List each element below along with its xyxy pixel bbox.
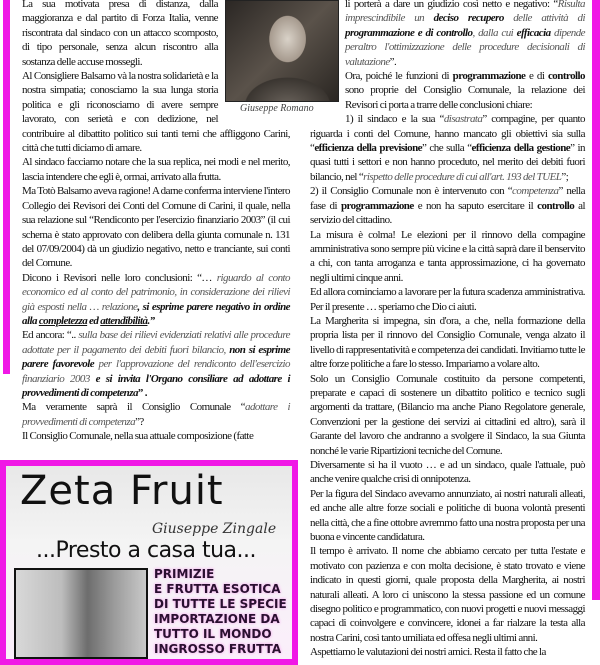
paragraph bbox=[310, 0, 585, 69]
text-run: deciso recupero bbox=[433, 12, 504, 25]
text-run: Diversamente si ha il vuoto … e ad un sindaco, quale l'attuale, può anche venire qualche crisi di onnipotenza. bbox=[310, 459, 585, 486]
paragraph bbox=[310, 285, 585, 314]
text-run: 1) il sindaco e la sua “ bbox=[345, 113, 444, 126]
paragraph bbox=[22, 155, 290, 184]
text-run: competenza bbox=[512, 185, 559, 198]
text-run: Risulta imprescindibile un bbox=[345, 0, 585, 25]
text-run: ” che sulla “ bbox=[422, 142, 472, 155]
text-run: ”? bbox=[135, 415, 144, 428]
paragraph bbox=[310, 112, 585, 184]
ad-line: INGROSSO FRUTTA bbox=[154, 641, 282, 656]
paragraph bbox=[310, 69, 585, 112]
text-run: efficienza della previsione bbox=[314, 142, 423, 155]
text-run: attendibilità bbox=[100, 314, 148, 327]
text-run: efficienza della gestione bbox=[471, 142, 571, 155]
paragraph bbox=[310, 645, 585, 659]
text-run: per l'approvazione del rendiconto dell'esercizio finanziario 2003 bbox=[22, 358, 290, 385]
paragraph bbox=[310, 487, 585, 545]
text-run: programmazione bbox=[452, 70, 526, 83]
ad-line: PRIMIZIE bbox=[154, 566, 215, 581]
ad-shop-photo bbox=[14, 568, 148, 659]
text-run: 2) il Consiglio Comunale non è intervenuto con “ bbox=[310, 185, 513, 198]
paragraph bbox=[310, 372, 585, 458]
text-run: riguardo al conto economico ed al conto del patrimonio, in considerazione dei rilievi già esposti nella … relazione bbox=[22, 271, 290, 313]
text-run: Ora, poiché le funzioni di bbox=[345, 70, 453, 83]
text-run: Ma Totò Balsamo aveva ragione! A darne conferma interviene l'intero Collegio dei Revisori dei Conti del Comune di Carini, il quale, nella sua relazione sul “Rendiconto per l'esercizio finanziario 2003” (il cui schema è stato approvato con delibera della giunta comunale n. 131 del 07/09/2004) dà un giudizio negativo, netto e tranciante, sui conti del Comune. bbox=[22, 185, 290, 270]
paragraph bbox=[22, 184, 290, 270]
text-run: adottare i provvedimenti di competenza bbox=[22, 401, 290, 428]
text-run: ” compagine, per quanto riguarda i conti del Comune, hanno mancato gli obiettivi sia sulla “ bbox=[310, 113, 586, 155]
text-run: La misura è colma! Le elezioni per il rinnovo della compagine amministrativa sono sempre più vicine e la città saprà dare il benservito a chi, con tanta arroganza e tanta approssimazione, ci ha governato negli ultimi cinque anni. bbox=[310, 228, 585, 284]
text-run: e si invita l'Organo consiliare ad adottare i provvedimenti di competenza bbox=[22, 372, 290, 399]
text-run: completezza bbox=[38, 314, 88, 327]
ad-line: IMPORTAZIONE DA bbox=[154, 611, 280, 626]
ad-slogan: ...Presto a casa tua... bbox=[36, 537, 257, 563]
text-run: sulla base dei rilievi evidenziati relativi alle procedure adottate per il pagamento dei debiti fuori bilancio, bbox=[22, 329, 290, 356]
paragraph bbox=[310, 458, 585, 487]
text-run: disastrata bbox=[443, 113, 483, 126]
text-run: rispetto delle procedure di cui all'art. 193 del TUEL bbox=[363, 170, 562, 183]
text-run: .” bbox=[147, 314, 155, 327]
ad-product-list bbox=[154, 567, 287, 657]
text-run: al servizio del cittadino. bbox=[310, 199, 585, 227]
text-run: programmazione e di controllo bbox=[345, 26, 473, 39]
text-run: ” . bbox=[137, 386, 147, 399]
text-run: non si esprime parere favorevole bbox=[22, 343, 291, 371]
text-run: dipende peraltro l'ottimizzazione delle procedure decisionali di valutazione bbox=[345, 26, 585, 68]
text-run: e non ha saputo esercitare il bbox=[413, 199, 538, 212]
author-photo bbox=[225, 0, 339, 102]
paragraph bbox=[310, 314, 585, 372]
text-run: Ed ancora: “.. bbox=[22, 329, 79, 342]
text-run: La sua motivata presa di distanza, dalla maggioranza e dal partito di Forza Italia, venne riscontrata dal sindaco con un attacco scomposto, di tipo personale, senza alcun riscontro alla sostanza delle accuse mossegli. bbox=[22, 0, 218, 68]
text-run: Al sindaco facciamo notare che la sua replica, nei modi e nel merito, lascia intendere che egli è, ormai, arrivato alla frutta. bbox=[22, 156, 290, 183]
text-run: ” nella fase di bbox=[310, 185, 585, 212]
paragraph bbox=[22, 429, 290, 443]
ad-line: TUTTO IL MONDO bbox=[154, 626, 272, 641]
text-run: sono proprie del Consiglio Comunale, la relazione dei Revisori ci porta a trarre delle conclusioni chiare: bbox=[345, 84, 585, 111]
text-run: ”; bbox=[561, 170, 569, 183]
text-run: ed bbox=[87, 314, 101, 327]
text-run: e di bbox=[525, 70, 548, 83]
text-run: La Margherita si impegna, sin d'ora, a che, nella formazione della propria lista per il rinnovo del Consiglio Comunale, venga alzato il livello di rappresentatività e competenza dei candidati. Invitiamo tutte le altre forze politiche a fare lo stesso. Impariamo a volare alto. bbox=[310, 314, 585, 371]
paragraph bbox=[310, 184, 585, 227]
text-run: ”. bbox=[389, 55, 397, 68]
article-right-column bbox=[310, 0, 585, 660]
text-run: controllo bbox=[547, 70, 585, 83]
paragraph bbox=[310, 228, 585, 286]
text-run: , si esprime parere negativo in ordine alla bbox=[22, 300, 290, 327]
text-run: Solo un Consiglio Comunale costituito da persone competenti, preparate e capaci di sostenere un dibattito politico e tecnico sugli argomenti da trattare, (Bilancio ma anche Piano Regolatore generale, Convenzioni per la gestione dei servizi ai cittadini ed altro), sarà il Garante del lavoro che andranno a svolgere il Sindaco, la sua Giunta nonché le varie Ripartizioni tecniche del Comune. bbox=[310, 372, 585, 457]
text-run: controllo bbox=[537, 199, 575, 212]
text-run: Per la figura del Sindaco avevamo annunziato, ai nostri naturali alleati, ed anche alle altre forze sociali e politiche di buona volontà presenti nella città, che a fine ottobre avremmo fatto una nostra proposta per una buona e vincente candidatura. bbox=[310, 487, 585, 544]
text-run: , dalla cui bbox=[472, 26, 517, 39]
paragraph bbox=[22, 271, 290, 329]
text-run: Il tempo è arrivato. Il nome che abbiamo cercato per tutta l'estate e motivato con pazienza e con molta decisione, è stato trovato e viene indicato in questi giorni, quale proposta della Margherita, ai nostri naturali alleati. A loro ci uniscono la stessa passione ed un comune disegno politico e programmatico, con nuovi progetti e nuovi messaggi capaci di coinvolgere e convincere, idonei a far rialzare la testa alla nostra Carini, così tanto umiliata ed offesa negli ultimi anni. bbox=[310, 545, 585, 644]
text-run: Aspettiamo le valutazioni dei nostri amici. Resta il fatto che la bbox=[310, 646, 546, 659]
text-run: Ma veramente saprà il Consiglio Comunale “ bbox=[22, 401, 245, 414]
paragraph bbox=[22, 328, 290, 400]
text-run: efficacia bbox=[516, 26, 551, 39]
ad-owner: Giuseppe Zingale bbox=[152, 520, 277, 537]
paragraph bbox=[22, 400, 290, 429]
text-run: Il Consiglio Comunale, nella sua attuale composizione (fatte bbox=[22, 430, 254, 443]
text-run: ” in quasi tutti i settori e non hanno proceduto, nel merito dei debiti fuori bilancio, nel “ bbox=[310, 142, 585, 183]
text-run: li porterà a dare un giudizio così netto e negativo: “ bbox=[345, 0, 558, 10]
text-run: Al Consigliere Balsamo và la nostra solidarietà e la nostra simpatia; conosciamo la sua lunga storia politica e gli riconosciamo di avere sempre lavorato, con serietà e con dedizione, nel contribuire al dibattito politico sui tanti temi che affliggono Carini, città che tutti diciamo di amare. bbox=[22, 70, 290, 155]
ad-brand: Zeta Fruit bbox=[20, 467, 224, 514]
advertisement bbox=[0, 460, 298, 665]
text-run: Dicono i Revisori nelle loro conclusioni: “… bbox=[22, 271, 217, 284]
ad-line: DI TUTTE LE SPECIE bbox=[154, 596, 287, 611]
text-run: programmazione bbox=[340, 199, 414, 212]
photo-caption: Giuseppe Romano bbox=[240, 103, 314, 114]
paragraph bbox=[310, 544, 585, 645]
text-run: delle attività di bbox=[503, 12, 585, 25]
ad-line: E FRUTTA ESOTICA bbox=[154, 581, 281, 596]
text-run: Ed allora cominciamo a lavorare per la futura scadenza amministrativa. Per il presente … speriamo che Dio ci aiuti. bbox=[310, 286, 585, 313]
right-accent-bar bbox=[592, 0, 600, 600]
